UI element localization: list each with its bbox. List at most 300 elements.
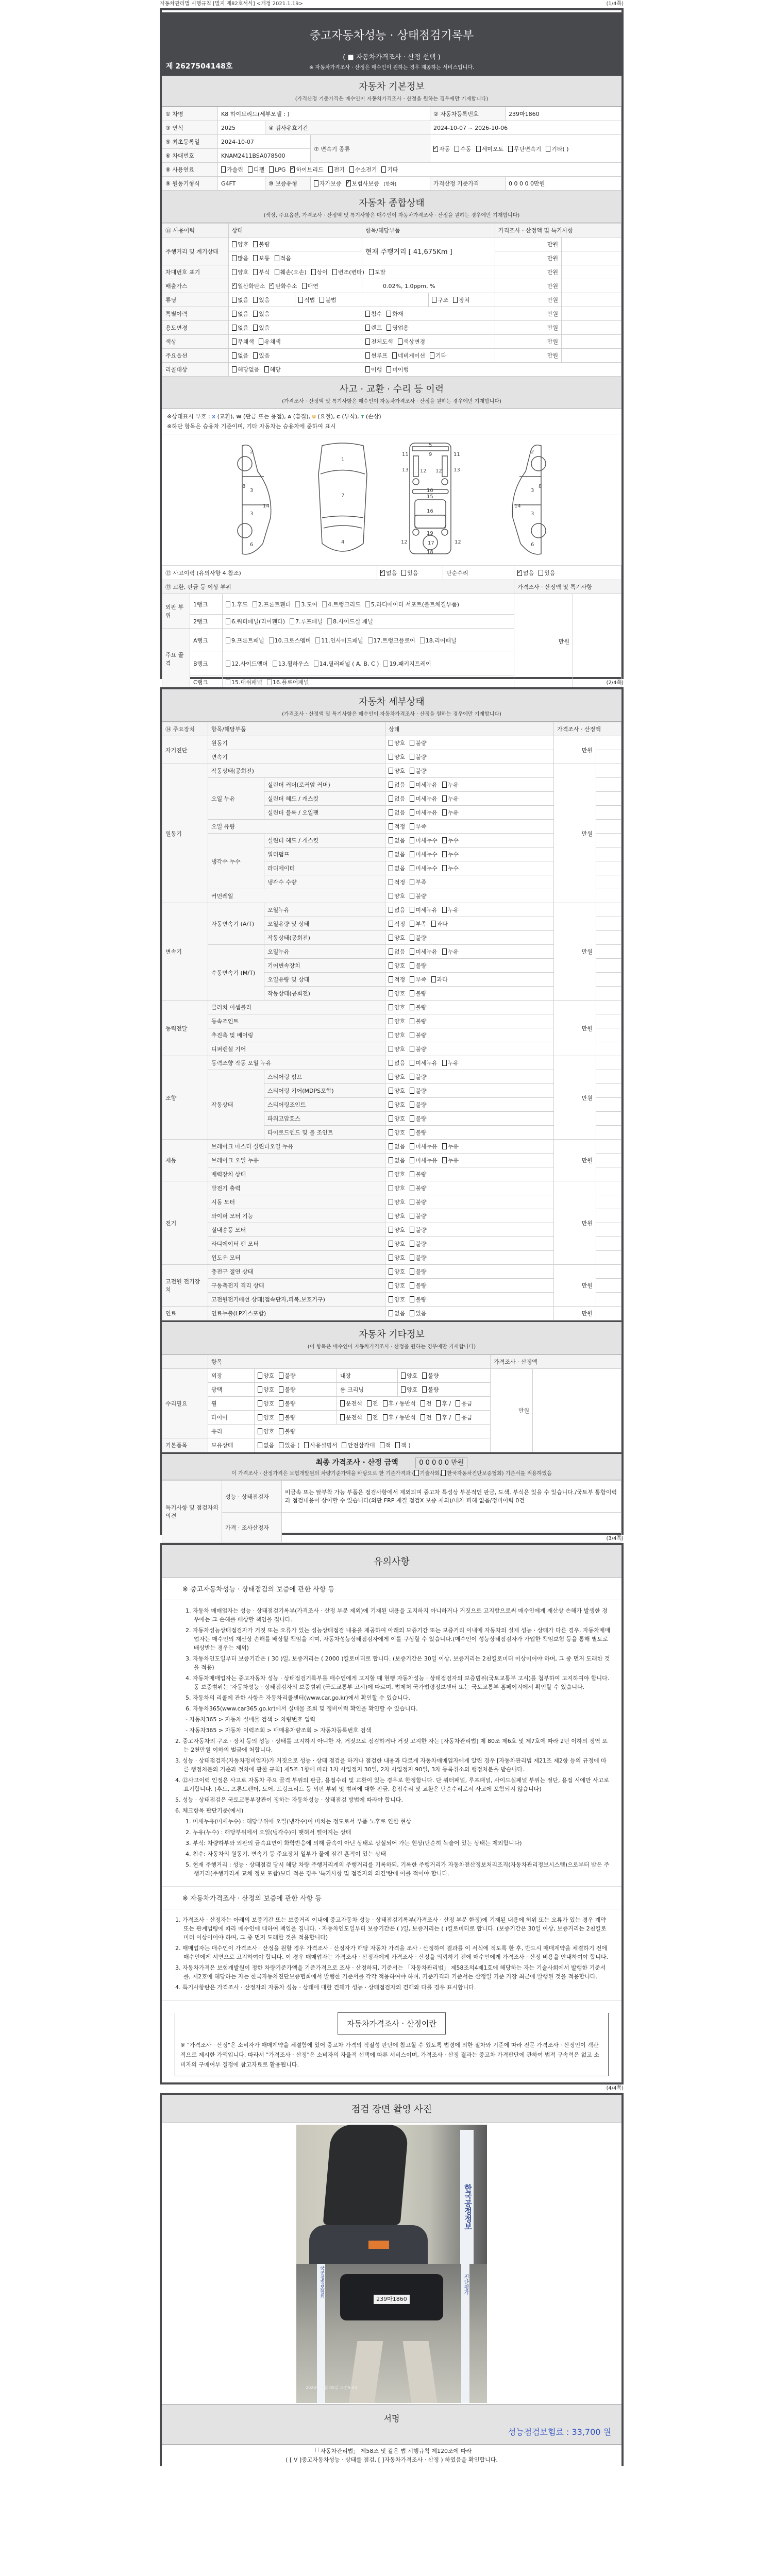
option[interactable] [410,1018,426,1025]
checkbox[interactable] [442,1060,447,1066]
checkbox[interactable] [420,637,425,643]
option[interactable] [410,1046,426,1053]
option[interactable] [389,740,405,747]
checkbox[interactable] [410,1296,414,1302]
option[interactable] [410,1296,426,1303]
checkbox[interactable] [442,809,447,816]
checkbox[interactable] [410,962,414,969]
option[interactable] [389,976,405,983]
checkbox[interactable] [232,255,237,261]
option[interactable] [389,768,405,774]
checkbox[interactable] [389,1241,393,1247]
option[interactable] [380,1442,391,1449]
option[interactable] [389,1282,405,1289]
checkbox[interactable] [395,1442,400,1448]
option[interactable] [389,782,405,788]
option[interactable] [389,809,405,816]
option[interactable] [232,269,248,276]
option[interactable] [340,1414,362,1421]
option[interactable] [258,1400,274,1407]
option[interactable] [442,809,459,816]
option[interactable] [232,352,248,359]
option[interactable] [279,1442,299,1449]
checkbox[interactable] [232,352,237,359]
checkbox[interactable] [380,570,385,576]
option[interactable] [253,255,270,262]
part-option[interactable] [314,660,379,667]
checkbox[interactable] [304,1442,309,1448]
option[interactable] [395,1442,410,1449]
option[interactable] [389,921,405,927]
checkbox[interactable] [322,601,327,607]
option[interactable] [389,962,405,969]
option[interactable] [270,283,297,290]
checkbox[interactable] [389,1060,393,1066]
checkbox[interactable] [410,823,414,829]
part-option[interactable] [383,660,431,667]
checkbox[interactable] [442,865,447,871]
option[interactable] [410,1088,426,1094]
option[interactable] [410,1032,426,1039]
part-option[interactable] [322,601,361,608]
option[interactable] [442,837,459,844]
checkbox[interactable] [279,1414,283,1420]
checkbox[interactable] [410,1227,414,1233]
checkbox[interactable] [410,782,414,788]
checkbox[interactable] [410,1282,414,1289]
option[interactable] [410,851,438,858]
option[interactable] [279,1386,295,1393]
option[interactable] [389,1185,405,1192]
part-option[interactable] [226,660,268,667]
option[interactable] [258,1386,274,1393]
checkbox[interactable] [253,601,257,607]
option[interactable] [275,255,291,262]
option[interactable] [389,879,405,886]
option[interactable] [253,269,270,276]
checkbox[interactable] [410,1088,414,1094]
checkbox[interactable] [389,1268,393,1275]
option[interactable] [433,146,450,152]
checkbox[interactable] [442,837,447,843]
checkbox[interactable] [232,283,237,289]
option[interactable] [232,297,248,303]
checkbox[interactable] [389,782,393,788]
checkbox[interactable] [389,1185,393,1191]
option[interactable] [401,1372,417,1379]
checkbox[interactable] [367,1414,372,1420]
checkbox[interactable] [410,893,414,899]
checkbox[interactable] [258,1372,262,1379]
option[interactable] [258,1442,274,1449]
option[interactable] [332,269,364,276]
checkbox[interactable] [410,1032,414,1038]
checkbox[interactable] [253,297,258,303]
option[interactable] [302,283,318,290]
checkbox[interactable] [269,166,274,173]
checkbox[interactable] [389,1296,393,1302]
checkbox[interactable] [273,660,277,667]
checkbox[interactable] [290,618,294,624]
checkbox[interactable] [232,311,237,317]
checkbox[interactable] [389,1032,393,1038]
option[interactable] [232,283,265,290]
option[interactable] [389,1296,405,1303]
option[interactable] [410,1115,426,1122]
option[interactable] [367,1414,378,1421]
part-option[interactable] [327,618,373,625]
option[interactable] [389,1199,405,1206]
checkbox[interactable] [389,962,393,969]
option[interactable] [259,338,281,345]
option[interactable] [410,1101,426,1108]
checkbox[interactable] [232,325,237,331]
option[interactable] [410,907,438,913]
checkbox[interactable] [389,935,393,941]
checkbox[interactable] [275,255,279,261]
checkbox[interactable] [410,768,414,774]
checkbox[interactable] [380,1442,384,1448]
checkbox[interactable] [258,1400,262,1406]
option[interactable] [455,146,471,152]
checkbox[interactable] [410,1074,414,1080]
option[interactable] [258,1372,274,1379]
part-option[interactable] [315,637,363,644]
option[interactable] [365,311,382,317]
checkbox[interactable] [389,851,393,857]
option[interactable] [290,166,323,173]
option[interactable] [410,935,426,941]
checkbox[interactable] [389,809,393,816]
checkbox[interactable] [315,637,320,643]
checkbox[interactable] [410,1143,414,1149]
checkbox[interactable] [232,366,237,372]
checkbox[interactable] [431,976,436,982]
option[interactable] [410,754,426,760]
checkbox[interactable] [431,921,436,927]
checkbox[interactable] [226,601,230,607]
checkbox[interactable] [539,570,543,576]
part-option[interactable] [269,637,311,644]
checkbox[interactable] [302,283,307,289]
checkbox[interactable] [365,601,370,607]
option[interactable] [389,1143,405,1150]
checkbox[interactable] [232,269,237,275]
option[interactable] [232,241,248,248]
option[interactable] [367,1400,378,1407]
option[interactable] [253,325,270,331]
part-option[interactable] [273,660,309,667]
checkbox[interactable] [270,283,274,289]
option[interactable] [421,1414,432,1421]
checkbox[interactable] [389,893,393,899]
checkbox[interactable] [389,768,393,774]
checkbox[interactable] [275,269,279,275]
checkbox[interactable] [389,865,393,871]
option[interactable] [410,1185,426,1192]
checkbox[interactable] [410,1268,414,1275]
checkbox[interactable] [221,166,226,173]
checkbox[interactable] [258,1428,262,1434]
option[interactable] [442,1143,459,1150]
checkbox[interactable] [389,740,393,746]
checkbox[interactable] [455,146,459,152]
checkbox[interactable] [349,166,354,173]
option[interactable] [389,1227,405,1233]
option[interactable] [410,879,426,886]
option[interactable] [432,297,448,303]
option[interactable] [410,1060,438,1066]
option[interactable] [389,1241,405,1247]
option[interactable] [275,269,307,276]
checkbox[interactable] [410,1129,414,1136]
option[interactable] [279,1428,295,1435]
checkbox[interactable] [253,269,258,275]
checkbox[interactable] [442,782,447,788]
checkbox[interactable] [365,352,370,359]
option[interactable] [410,823,426,830]
checkbox[interactable] [369,269,374,275]
option[interactable] [389,851,405,858]
option[interactable] [410,768,426,774]
checkbox[interactable] [389,1074,393,1080]
option[interactable] [410,1268,426,1275]
checkbox[interactable] [410,879,414,885]
option[interactable] [381,166,398,173]
checkbox[interactable] [258,1414,262,1420]
option[interactable] [476,146,504,152]
checkbox[interactable] [253,311,258,317]
option[interactable] [410,1143,438,1150]
option[interactable] [410,837,438,844]
option[interactable] [298,297,315,303]
option[interactable] [410,948,438,955]
option[interactable] [410,1282,426,1289]
option[interactable] [410,893,426,900]
checkbox[interactable] [226,637,230,643]
checkbox[interactable] [314,660,318,667]
checkbox[interactable] [456,1414,460,1420]
option[interactable] [328,166,345,173]
checkbox[interactable] [389,1227,393,1233]
checkbox[interactable] [410,921,414,927]
checkbox[interactable] [389,795,393,802]
checkbox[interactable] [410,740,414,746]
checkbox[interactable] [311,269,316,275]
option[interactable] [398,338,426,345]
checkbox[interactable] [414,1470,419,1476]
checkbox[interactable] [422,1386,427,1393]
checkbox[interactable] [421,1400,425,1406]
option[interactable] [264,366,281,373]
option[interactable] [410,782,438,788]
checkbox[interactable] [346,180,351,187]
checkbox[interactable] [365,311,370,317]
checkbox[interactable] [232,297,237,303]
option[interactable] [456,1414,472,1421]
checkbox[interactable] [442,795,447,802]
checkbox[interactable] [383,660,388,667]
checkbox[interactable] [320,297,324,303]
option[interactable] [422,1386,439,1393]
option[interactable] [389,948,405,955]
checkbox[interactable] [248,166,253,173]
checkbox[interactable] [410,948,414,955]
option[interactable] [389,1074,405,1080]
checkbox[interactable] [436,1400,441,1406]
option[interactable] [389,935,405,941]
option[interactable] [389,907,405,913]
checkbox[interactable] [410,754,414,760]
option[interactable] [232,311,248,317]
checkbox[interactable] [410,1101,414,1108]
checkbox[interactable] [290,166,295,173]
checkbox[interactable] [430,352,434,359]
option[interactable] [389,1004,405,1011]
option[interactable] [442,795,459,802]
checkbox[interactable] [389,1255,393,1261]
part-option[interactable] [253,601,291,608]
checkbox[interactable] [410,1060,414,1066]
checkbox[interactable] [389,1213,393,1219]
option[interactable] [410,921,426,927]
option[interactable] [365,366,382,373]
checkbox[interactable] [410,935,414,941]
checkbox[interactable] [389,921,393,927]
checkbox[interactable] [279,1428,283,1434]
checkbox[interactable] [410,1185,414,1191]
checkbox[interactable] [433,146,438,152]
checkbox[interactable] [386,311,391,317]
option[interactable] [304,1442,337,1449]
checkbox[interactable] [258,1386,262,1393]
checkbox[interactable] [410,1004,414,1010]
option[interactable] [442,907,459,913]
option[interactable] [517,570,534,577]
option[interactable] [410,1241,426,1247]
option[interactable] [386,311,403,317]
option[interactable] [389,990,405,997]
option[interactable] [410,865,438,872]
checkbox[interactable] [389,1171,393,1177]
checkbox[interactable] [401,1386,406,1393]
option[interactable] [410,795,438,802]
option[interactable] [410,1227,426,1233]
checkbox[interactable] [401,570,406,576]
checkbox[interactable] [410,976,414,982]
option[interactable] [386,325,409,331]
option[interactable] [232,366,260,373]
option[interactable] [386,366,409,373]
option[interactable] [410,1213,426,1219]
checkbox[interactable] [398,338,402,345]
option[interactable] [232,325,248,331]
option[interactable] [389,1171,405,1178]
checkbox[interactable] [389,1157,393,1163]
checkbox[interactable] [410,837,414,843]
checkbox[interactable] [389,907,393,913]
checkbox[interactable] [226,679,230,685]
option[interactable] [442,1157,459,1164]
checkbox[interactable] [389,837,393,843]
checkbox[interactable] [279,1442,283,1448]
checkbox[interactable] [410,1255,414,1261]
part-option[interactable] [267,679,309,686]
checkbox[interactable] [517,570,522,576]
option[interactable] [410,976,426,983]
checkbox[interactable] [253,255,258,261]
checkbox[interactable] [453,297,458,303]
checkbox[interactable] [386,325,391,331]
checkbox[interactable] [410,1199,414,1205]
option[interactable] [383,1400,416,1407]
checkbox[interactable] [389,823,393,829]
option[interactable] [410,809,438,816]
option[interactable] [383,1414,416,1421]
checkbox[interactable] [392,352,397,359]
option[interactable] [410,1004,426,1011]
option[interactable] [389,1088,405,1094]
option[interactable] [389,1046,405,1053]
checkbox[interactable] [367,1400,372,1406]
checkbox[interactable] [232,338,237,345]
checkbox[interactable] [389,1115,393,1122]
option[interactable] [221,166,243,173]
checkbox[interactable] [279,1372,283,1379]
checkbox[interactable] [389,1018,393,1024]
checkbox[interactable] [383,1414,388,1420]
option[interactable] [389,837,405,844]
option[interactable] [389,1310,405,1317]
option[interactable] [453,297,469,303]
option[interactable] [422,1372,439,1379]
option[interactable] [253,352,270,359]
option[interactable] [436,1400,451,1407]
checkbox[interactable] [442,907,447,913]
checkbox[interactable] [389,1046,393,1052]
checkbox[interactable] [259,338,263,345]
checkbox[interactable] [383,1400,388,1406]
checkbox[interactable] [253,325,258,331]
option[interactable] [311,269,328,276]
option[interactable] [431,976,448,983]
option[interactable] [431,921,448,927]
checkbox[interactable] [422,1372,427,1379]
part-option[interactable] [368,637,415,644]
part-option[interactable] [226,601,248,608]
option[interactable] [389,754,405,760]
checkbox[interactable] [410,795,414,802]
option[interactable] [389,1268,405,1275]
checkbox[interactable] [476,146,481,152]
option[interactable] [389,1032,405,1039]
option[interactable] [389,823,405,830]
checkbox[interactable] [436,1414,441,1420]
option[interactable] [253,297,270,303]
option[interactable] [279,1400,295,1407]
option[interactable] [430,352,446,359]
part-option[interactable] [226,637,264,644]
checkbox[interactable] [269,637,274,643]
checkbox[interactable] [381,166,386,173]
checkbox[interactable] [410,1157,414,1163]
checkbox[interactable] [410,907,414,913]
checkbox[interactable] [442,851,447,857]
checkbox[interactable] [389,990,393,996]
part-option[interactable] [365,601,459,608]
part-option[interactable] [226,618,285,625]
checkbox[interactable] [410,1310,414,1316]
